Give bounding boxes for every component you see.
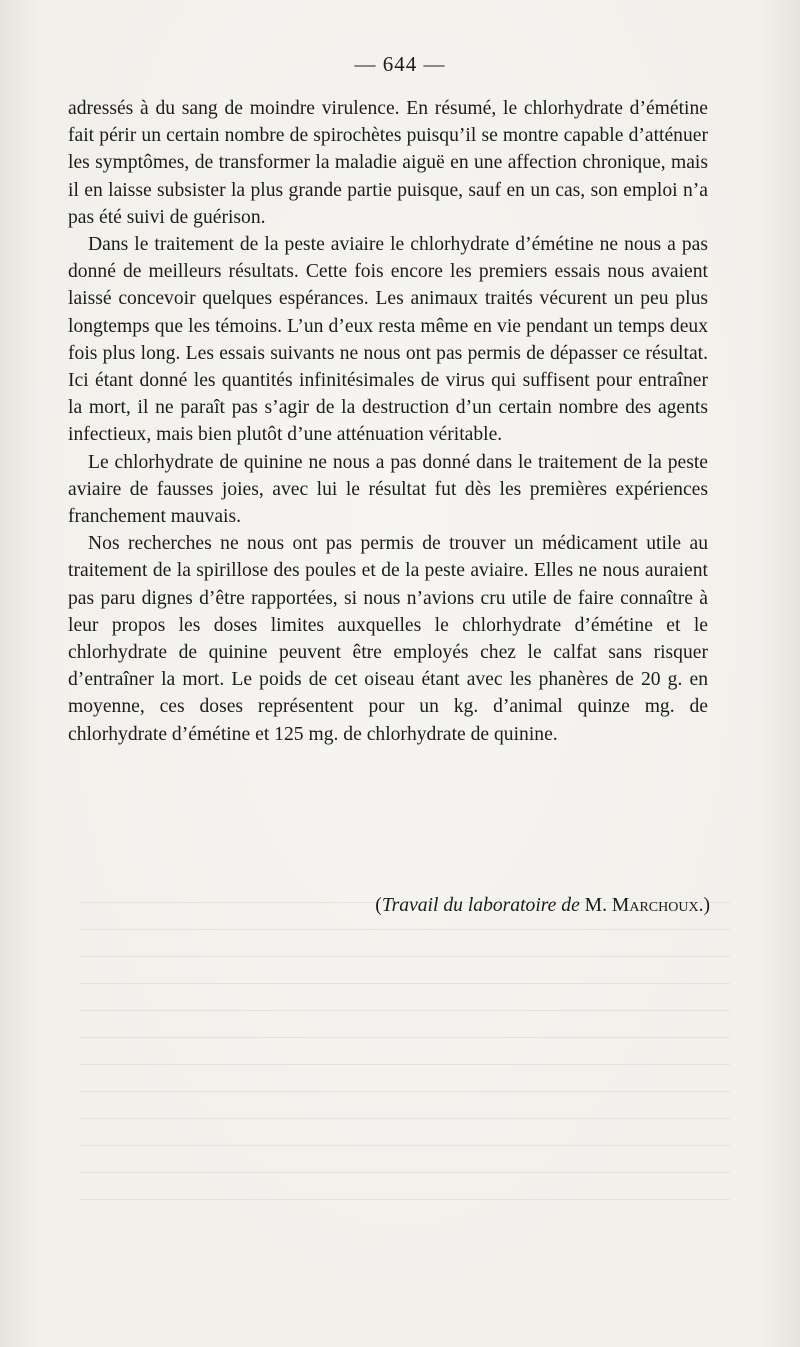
signature-close-paren: .) bbox=[698, 895, 710, 916]
bleed-through-texture bbox=[80, 900, 730, 1200]
signature-title: M. bbox=[584, 895, 607, 916]
body-text bbox=[68, 95, 708, 748]
signature-open-paren: ( bbox=[375, 895, 382, 916]
paragraph-3: Le chlorhydrate de quinine ne nous a pas donné dans le traitement de la peste aviaire de fausses joies, avec lui le résultat fut dès les premières expériences franchement mauvais. bbox=[68, 451, 708, 528]
signature-name: Marchoux bbox=[611, 895, 699, 916]
paragraph-4: Nos recherches ne nous ont pas permis de trouver un médicament utile au traitement de la spirillose des poules et de la peste aviaire. Elles ne nous auraient pas paru dignes d’être rapportées, si nous n’avions cru utile de faire connaître à leur propos les doses limites auxquelles le chlorhydrate d’émétine et le chlorhydrate de quinine peuvent être employés chez le calfat sans risquer d’entraîner la mort. Le poids de cet oiseau étant avec les phanères de 20 g. en moyenne, ces doses représentent pour un kg. d’animal quinze mg. de chlorhydrate d’émétine et 125 mg. de chlorhydrate de quinine. bbox=[68, 533, 708, 745]
signature-italic-text: Travail du laboratoire de bbox=[381, 895, 580, 916]
paragraph-1: adressés à du sang de moindre virulence. En résumé, le chlorhydrate d’émétine fait périr un certain nombre de spirochètes puisqu’il se montre capable d’atténuer les symptômes, de transformer la maladie aiguë en une affection chronique, mais il en laisse subsister la plus grande partie puisque, sauf en un cas, son emploi n’a pas été suivi de guérison. bbox=[68, 98, 708, 228]
paragraph-2: Dans le traitement de la peste aviaire le chlorhydrate d’émétine ne nous a pas donné de meilleurs résultats. Cette fois encore les premiers essais nous avaient laissé concevoir quelques espérances. Les animaux traités vécurent un peu plus longtemps que les témoins. L’un d’eux resta même en vie pendant un temps deux fois plus long. Les essais suivants ne nous ont pas permis de dépasser ce résultat. Ici étant donné les quantités infinitésimales de virus qui suffisent pour entraîner la mort, il ne paraît pas s’agir de la destruction d’un certain nombre des agents infectieux, mais bien plutôt d’une atténuation véritable. bbox=[68, 234, 708, 446]
signature-line bbox=[375, 892, 710, 919]
page-number: — 644 — bbox=[354, 52, 446, 76]
